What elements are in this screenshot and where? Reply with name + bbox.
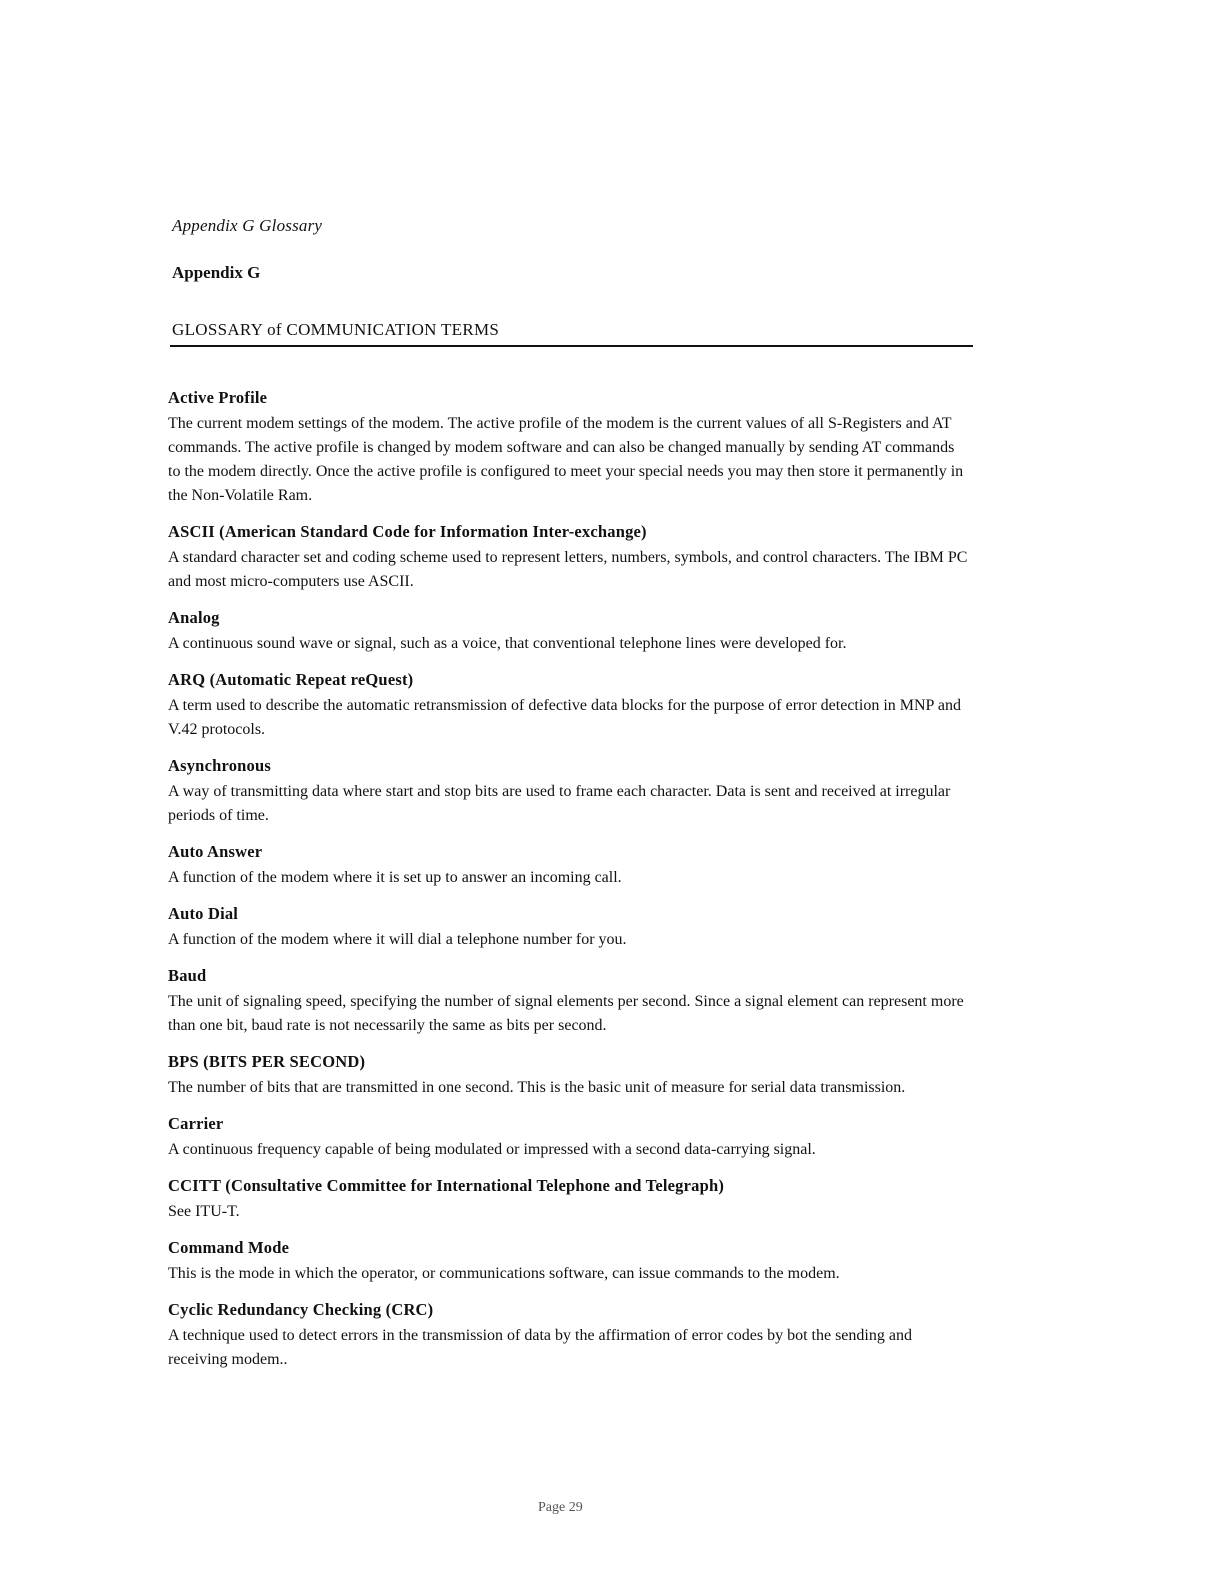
glossary-term: Analog — [168, 608, 220, 627]
appendix-label: Appendix G — [172, 263, 261, 282]
glossary-definition: A continuous sound wave or signal, such as a voice, that conventional telephone lines were developed for. — [168, 635, 847, 652]
glossary-definition: This is the mode in which the operator, or communications software, can issue commands to the modem. — [168, 1265, 840, 1282]
glossary-definition: A technique used to detect errors in the transmission of data by the affirmation of error codes by bot the sending and receiving modem.. — [168, 1327, 912, 1368]
glossary-term: BPS (BITS PER SECOND) — [168, 1052, 366, 1071]
glossary-entry — [168, 903, 968, 952]
glossary-definition: A standard character set and coding scheme used to represent letters, numbers, symbols, and control characters. The IBM PC and most micro-computers use ASCII. — [168, 549, 968, 590]
glossary-entry — [168, 1299, 968, 1372]
glossary-entry — [168, 1237, 968, 1286]
glossary-term: Active Profile — [168, 388, 268, 407]
glossary-definition: A term used to describe the automatic retransmission of defective data blocks for the purpose of error detection in MNP and V.42 protocols. — [168, 697, 961, 738]
glossary-term: ASCII (American Standard Code for Information Inter-exchange) — [168, 522, 647, 541]
glossary-definition: The number of bits that are transmitted in one second. This is the basic unit of measure for serial data transmission. — [168, 1079, 906, 1096]
glossary-term: Command Mode — [168, 1238, 290, 1257]
glossary-definition: See ITU-T. — [168, 1203, 240, 1220]
glossary-entry — [168, 669, 968, 742]
glossary-entry — [168, 841, 968, 890]
glossary-term: Auto Dial — [168, 904, 239, 923]
glossary-entry — [168, 1051, 968, 1100]
page-number: Page 29 — [538, 1500, 583, 1515]
glossary-entry — [168, 965, 968, 1038]
glossary-term: Baud — [168, 966, 207, 985]
glossary-definition: A way of transmitting data where start and stop bits are used to frame each character. Data is sent and received at irregular periods of time. — [168, 783, 951, 824]
glossary-definition: The current modem settings of the modem. The active profile of the modem is the current values of all S-Registers and AT commands. The active profile is changed by modem software and can also be changed manually by sending AT commands to the modem directly. Once the active profile is configured to meet your special needs you may then store it permanently in the Non-Volatile Ram. — [168, 415, 964, 504]
running-header: Appendix G Glossary — [172, 216, 323, 235]
glossary-term: Auto Answer — [168, 842, 263, 861]
glossary-definition: A function of the modem where it is set up to answer an incoming call. — [168, 869, 622, 886]
glossary-definition: A function of the modem where it will dial a telephone number for you. — [168, 931, 627, 948]
glossary-definition: A continuous frequency capable of being modulated or impressed with a second data-carrying signal. — [168, 1141, 816, 1158]
glossary-term: ARQ (Automatic Repeat reQuest) — [168, 670, 414, 689]
title-divider — [170, 345, 973, 347]
glossary-entry — [168, 1113, 968, 1162]
glossary-entry — [168, 1175, 968, 1224]
glossary-term: Carrier — [168, 1114, 224, 1133]
glossary-term: Asynchronous — [168, 756, 271, 775]
glossary-entry — [168, 607, 968, 656]
glossary-entry — [168, 387, 968, 508]
glossary-definition: The unit of signaling speed, specifying the number of signal elements per second. Since a signal element can represent more than one bit, baud rate is not necessarily the same as bits per second. — [168, 993, 964, 1034]
glossary-entry — [168, 521, 968, 594]
glossary-title: GLOSSARY of COMMUNICATION TERMS — [172, 320, 500, 339]
glossary-term: CCITT (Consultative Committee for International Telephone and Telegraph) — [168, 1176, 725, 1195]
glossary-term: Cyclic Redundancy Checking (CRC) — [168, 1300, 434, 1319]
glossary-entries — [168, 387, 968, 1385]
glossary-entry — [168, 755, 968, 828]
